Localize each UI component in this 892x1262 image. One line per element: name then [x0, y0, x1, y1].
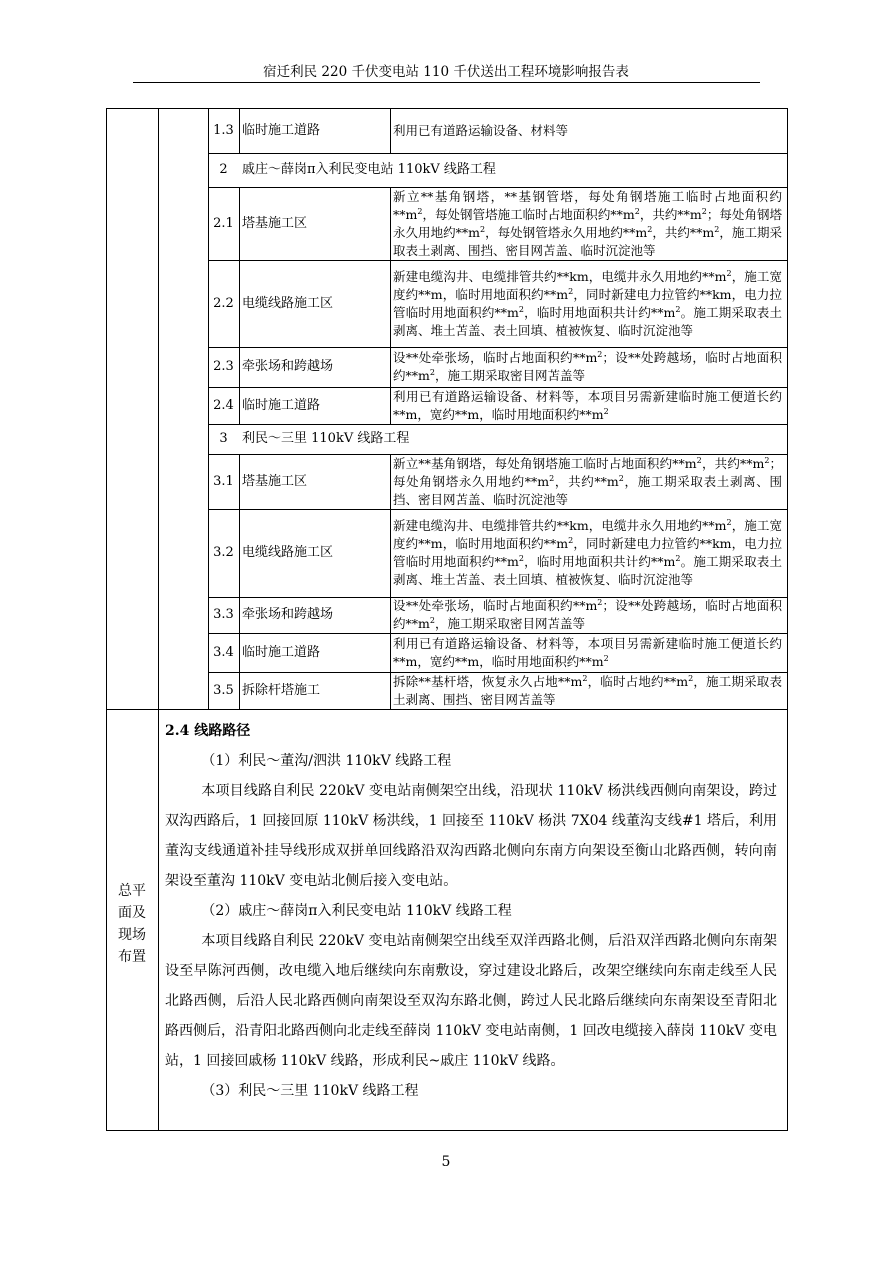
route-paragraph: 本项目线路自利民 220kV 变电站南侧架空出线，沿现状 110kV 杨洪线西侧向南架设，跨过双沟西路后，1 回接回原 110kV 杨洪线，1 回接至 110kV 杨洪 7X04 线董沟支线#1 塔后，利用董沟支线通道补挂导线形成双拼单回线路沿双沟西路北侧向东南方向架设至衡山北路西侧，转向南架设至董沟 110kV 变电站北侧后接入变电站。 — [165, 783, 777, 889]
row-item-description — [390, 454, 788, 509]
row-item-description-text: 利用已有道路运输设备、材料等，本项目另需新建临时施工便道长约**m，宽约**m，临时用地面积约$**m^2$ — [393, 388, 782, 422]
side-label-line: 布置 — [118, 949, 146, 965]
row-item-description-text: 新立**基角钢塔，**基钢管塔，每处角钢塔施工临时占地面积约$**m^2$，每处钢管塔施工临时占地面积约$**m^2$，共约$**m^2$；每处角钢塔永久用地约$**m^2$，每处钢管塔永久用地约$**m^2$，共约$**m^2$，施工期采取表土剥离、围挡、密目网苫盖、临时沉淀池等 — [393, 188, 783, 258]
row-item-description — [390, 260, 788, 347]
row-item-description — [390, 633, 788, 672]
route-description — [165, 716, 777, 1106]
table-divider-label-column — [158, 108, 159, 1131]
row-number: 3 — [219, 431, 228, 446]
row-item-name: 塔基施工区 — [242, 215, 308, 231]
row-number: 1.3 — [213, 122, 234, 138]
row-item-name: 电缆线路施工区 — [242, 545, 334, 560]
document-header-title: 宿迁利民 220 千伏变电站 110 千伏送出工程环境影响报告表 — [263, 64, 629, 80]
row-item-name: 牵张场和跨越场 — [242, 359, 334, 374]
row-item-name: 临时施工道路 — [242, 122, 321, 138]
route-subtitle: （1）利民～董沟/泗洪 110kV 线路工程 — [201, 753, 452, 769]
row-item-description — [390, 597, 788, 633]
row-item-name: 电缆线路施工区 — [242, 295, 334, 311]
row-item-name: 拆除杆塔施工 — [242, 682, 321, 698]
row-item-description — [390, 187, 788, 260]
row-item-description — [390, 509, 788, 597]
side-label-line: 总平 — [118, 883, 146, 899]
row-number: 3.1 — [213, 473, 234, 489]
row-number: 3.4 — [213, 644, 234, 660]
row-item-description-text: 拆除**基杆塔，恢复永久占地$**m^2$，临时占地约$**m^2$，施工期采取表土剥离、围挡、密目网苫盖等 — [393, 673, 782, 707]
row-section-title: 利民～三里 110kV 线路工程 — [242, 431, 410, 446]
row-item-name: 临时施工道路 — [242, 397, 321, 413]
row-number: 3.5 — [213, 682, 234, 698]
route-paragraph: 本项目线路自利民 220kV 变电站南侧架空出线至双洋西路北侧，后沿双洋西路北侧向东南架设至早陈河西侧，改电缆入地后继续向东南敷设，穿过建设北路后，改架空继续向东南走线至人民北路西侧，后沿人民北路西侧向南架设至双沟东路北侧，跨过人民北路后继续向东南架设至青阳北路西侧后，沿青阳北路西侧向北走线至薛岗 110kV 变电站南侧，1 回改电缆接入薛岗 110kV 变电站，1 回接回戚杨 110kV 线路，形成利民~戚庄 110kV 线路。 — [165, 933, 777, 1069]
row-item-name: 牵张场和跨越场 — [242, 607, 334, 622]
route-subtitle: （3）利民～三里 110kV 线路工程 — [201, 1083, 419, 1099]
side-label-layout — [107, 880, 157, 968]
row-item-description — [390, 672, 788, 709]
route-subtitle: （2）戚庄～薛岗π入利民变电站 110kV 线路工程 — [201, 903, 512, 919]
row-item-description-text: 利用已有道路运输设备、材料等，本项目另需新建临时施工便道长约**m，宽约**m，临时用地面积约$**m^2$ — [393, 635, 782, 669]
row-number: 2.4 — [213, 397, 234, 413]
side-label-line: 现场 — [118, 927, 146, 943]
row-item-description-text: 利用已有道路运输设备、材料等 — [393, 122, 569, 138]
row-section-title: 戚庄～薛岗π入利民变电站 110kV 线路工程 — [242, 162, 496, 177]
header-rule — [133, 82, 760, 83]
row-item-description — [390, 387, 788, 424]
row-item-name: 临时施工道路 — [242, 644, 321, 660]
row-item-description — [390, 347, 788, 387]
row-item-description-text: 设**处牵张场，临时占地面积约$**m^2$；设**处跨越场，临时占地面积约$**m^2$，施工期采取密目网苫盖等 — [393, 349, 782, 383]
row-number: 2.1 — [213, 215, 234, 231]
row-item-description-text: 新立**基角钢塔，每处角钢塔施工临时占地面积约$**m^2$，共约$**m^2$；每处角钢塔永久用地约$**m^2$，共约$**m^2$，施工期采取表土剥离、围挡、密目网苫盖、临时沉淀池等 — [393, 455, 782, 507]
row-number: 3.2 — [213, 545, 234, 560]
side-label-line: 面及 — [118, 905, 146, 921]
row-item-description-text: 新建电缆沟井、电缆排管共约**km，电缆井永久用地约$**m^2$，施工宽度约**m，临时用地面积约$**m^2$，同时新建电力拉管约**km，电力拉管临时用地面积约$**m^2$，临时用地面积共计约$**m^2$。施工期采取表土剥离、堆土苫盖、表土回填、植被恢复、临时沉淀池等 — [393, 268, 782, 338]
row-number: 2.3 — [213, 359, 234, 374]
row-item-description — [390, 108, 788, 153]
page-number: 5 — [441, 1154, 451, 1170]
row-item-description-text: 新建电缆沟井、电缆排管共约**km，电缆井永久用地约$**m^2$，施工宽度约**m，临时用地面积约$**m^2$，同时新建电力拉管约**km，电力拉管临时用地面积约$**m^2$，临时用地面积共计约$**m^2$。施工期采取表土剥离、堆土苫盖、表土回填、植被恢复、临时沉淀池等 — [393, 517, 782, 587]
row-number: 2.2 — [213, 295, 234, 311]
section-heading: 2.4 线路路径 — [165, 723, 251, 739]
row-item-description-text: 设**处牵张场，临时占地面积约$**m^2$；设**处跨越场，临时占地面积约$**m^2$，施工期采取密目网苫盖等 — [393, 597, 782, 631]
row-number: 2 — [219, 162, 228, 177]
row-number: 3.3 — [213, 607, 234, 622]
row-item-name: 塔基施工区 — [242, 473, 308, 489]
table-section-divider — [106, 709, 788, 710]
